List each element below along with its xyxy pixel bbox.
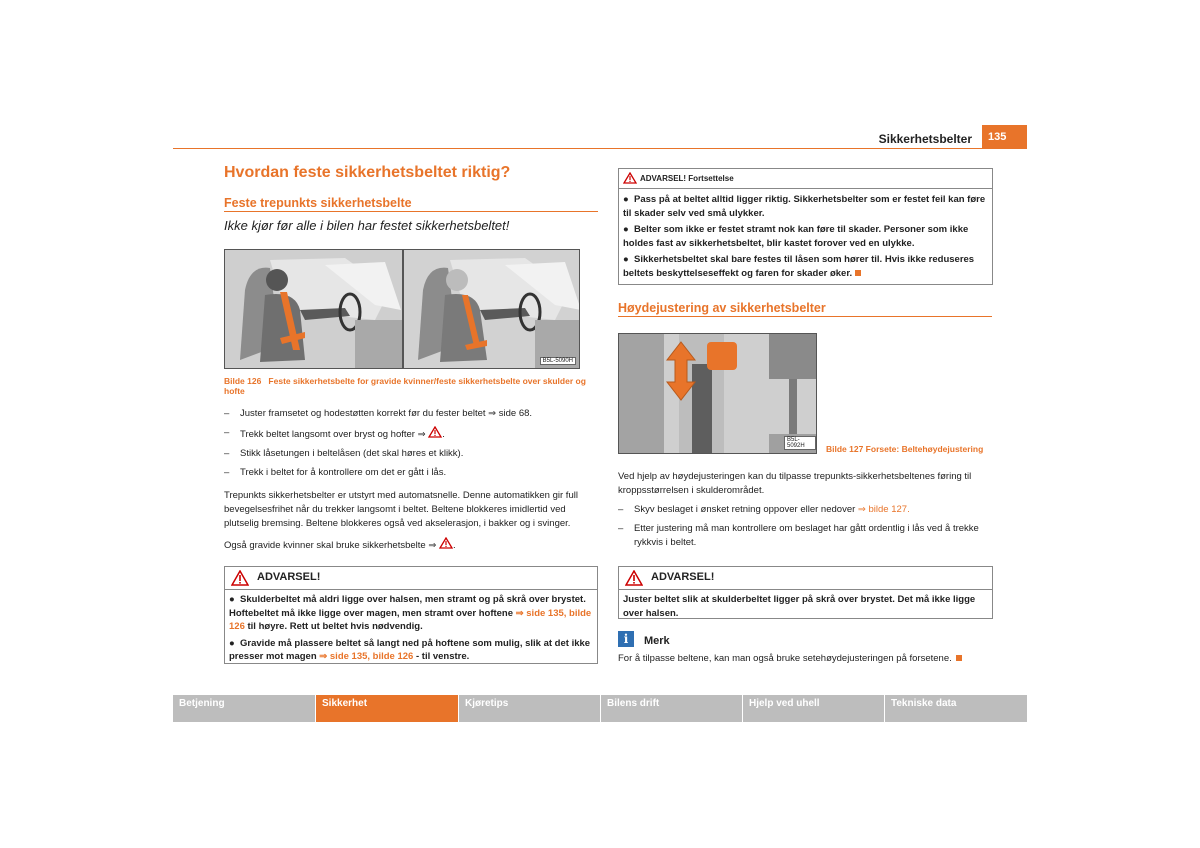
warning-item: ● Skulderbeltet må aldri ligge over halsen, men stramt og på skrå over brystet. Hoftebeltet må ikke ligge over magen, men stramt over hoftene ⇒ side 135, bilde 126 til høyre. Rett ut beltet hvis nødvendig. — [229, 594, 592, 632]
end-marker-icon — [956, 655, 962, 661]
paragraph-pregnant: Også gravide kvinner skal bruke sikkerhetsbelte ⇒ . — [224, 537, 598, 553]
note-text-row — [618, 652, 993, 666]
warning-item-text: Belter som ikke er festet stramt nok kan føre til skader. Personer som ikke holdes fast av sikkerhetsbeltet, blir kastet forover ved en ulykke. — [623, 224, 969, 249]
header-rule — [173, 148, 1027, 149]
chapter-nav — [173, 695, 1027, 722]
warning-icon — [231, 570, 249, 586]
warning-item-text: Sikkerhetsbeltet skal bare festes til låsen som hører til. Hvis ikke reduseres beltets beskyttelseseffekt og faren for skader øker. — [623, 254, 975, 279]
warning-title: ADVARSEL! — [651, 571, 715, 583]
list-item: – Stikk låsetungen i beltelåsen (det skal høres et klikk). — [224, 448, 464, 459]
warning-icon — [625, 570, 643, 586]
caption-label: Bilde 126 — [224, 376, 262, 386]
figure-link[interactable]: ⇒ bilde 127. — [857, 504, 910, 515]
step-text: Stikk låsetungen i beltelåsen (det skal høres et klikk). — [240, 448, 464, 459]
paragraph: Trepunkts sikkerhetsbelter er utstyrt med automatsnelle. Denne automatikken gir full bevegelsesfrihet når du trekker langsomt i beltet. Beltene blokkeres imidlertid ved plutselig bremsing. Beltene blokkeres også ved akselerasjon, i bakker og i svinger. — [224, 490, 578, 529]
list-item: – Trekk beltet langsomt over bryst og hofter ⇒ . — [224, 427, 445, 440]
nav-item-bilens-drift[interactable]: Bilens drift — [607, 698, 660, 709]
warning-item-tail: til høyre. Rett ut beltet hvis nødvendig. — [247, 621, 423, 632]
warning-box — [618, 566, 993, 619]
list-item: – Etter justering må man kontrollere om beslaget har gått ordentlig i lås ved å trekke rykkvis i beltet. — [618, 523, 979, 548]
warning-item-text: Pass på at beltet alltid ligger riktig. Sikkerhetsbelter som er festet feil kan føre til skader selv ved små ulykker. — [623, 194, 986, 219]
warning-icon — [428, 426, 442, 438]
warning-body: Juster beltet slik at skulderbeltet ligger på skrå over brystet. Det må ikke ligge over halsen. — [623, 594, 976, 619]
subsection-rule — [618, 316, 992, 317]
nav-item-betjening[interactable]: Betjening — [179, 698, 225, 709]
figure-127 — [618, 333, 817, 454]
warning-item-text: Skulderbeltet må aldri ligge over halsen, men stramt og på skrå over brystet. Hoftebeltet må ikke ligge over magen, men stramt over hoftene — [229, 594, 586, 619]
page-number: 135 — [982, 125, 1027, 149]
nav-item-sikkerhet[interactable]: Sikkerhet — [316, 695, 458, 722]
list-item: – Skyv beslaget i ønsket retning oppover eller nedover ⇒ bilde 127. — [618, 504, 910, 515]
section-title: Sikkerhetsbelter — [878, 132, 972, 146]
list-item: – Trekk i beltet for å kontrollere om det er gått i lås. — [224, 467, 447, 478]
warning-header — [619, 567, 992, 590]
intro-text: Ikke kjør før alle i bilen har festet sikkerhetsbeltet! — [224, 218, 510, 233]
warning-body — [619, 189, 992, 286]
step-text: Juster framsetet og hodestøtten korrekt før du fester beltet ⇒ side 68. — [240, 408, 533, 419]
warning-continued-box — [618, 168, 993, 285]
paragraph: Ved hjelp av høydejusteringen kan du tilpasse trepunkts-sikkerhetsbeltenes føring til kroppsstørrelsen i skulderområdet. — [618, 471, 972, 496]
warning-title: ADVARSEL! — [257, 571, 321, 583]
list-item: – Juster framsetet og hodestøtten korrekt før du fester beltet ⇒ side 68. — [224, 408, 533, 419]
page-link[interactable]: ⇒ side 135, bilde 126 — [319, 651, 414, 662]
step-list — [618, 503, 993, 550]
nav-item-tekniske-data[interactable]: Tekniske data — [891, 698, 957, 709]
warning-header — [619, 169, 992, 189]
warning-item-text: Gravide må plassere beltet så langt ned på hoftene som mulig, slik at det ikke presser mot magen — [229, 637, 591, 662]
step-text: Trekk beltet langsomt over bryst og hofter ⇒ — [240, 429, 426, 440]
step-text: Skyv beslaget i ønsket retning oppover eller nedover — [634, 504, 856, 515]
info-icon: i — [618, 631, 634, 647]
warning-icon — [623, 172, 637, 184]
warning-body — [225, 590, 597, 670]
figure-code: B5L-5092H — [784, 436, 816, 450]
paragraph-text: Også gravide kvinner skal bruke sikkerhetsbelte ⇒ — [224, 540, 437, 551]
warning-item-tail: - til venstre. — [415, 651, 470, 662]
figure-code: B5L-5090H — [540, 357, 576, 365]
warning-box — [224, 566, 598, 664]
step-list — [224, 407, 594, 485]
figure-126 — [224, 249, 580, 369]
note-text: For å tilpasse beltene, kan man også bruke setehøydejusteringen på forsetene. — [618, 653, 952, 664]
figure-126-illustration — [225, 250, 580, 369]
warning-header — [225, 567, 597, 590]
caption-text: Feste sikkerhetsbelte for gravide kvinner/feste sikkerhetsbelte over skulder og hofte — [224, 376, 586, 396]
warning-item: ● Belter som ikke er festet stramt nok kan føre til skader. Personer som ikke holdes fast av sikkerhetsbeltet, blir kastet forover ved en ulykke. — [623, 224, 969, 249]
nav-item-hjelp-ved-uhell[interactable]: Hjelp ved uhell — [749, 698, 820, 709]
warning-item: ● Sikkerhetsbeltet skal bare festes til låsen som hører til. Hvis ikke reduseres beltets beskyttelseseffekt og faren for skader øker. — [623, 254, 975, 279]
note-title: Merk — [644, 635, 670, 647]
subsection-title: Feste trepunkts sikkerhetsbelte — [224, 196, 412, 210]
page-link[interactable]: ⇒ side 135, bilde 126 — [229, 607, 592, 632]
end-marker-icon — [855, 270, 861, 276]
subsection-title: Høydejustering av sikkerhetsbelter — [618, 301, 826, 315]
figure-126-caption — [224, 376, 596, 396]
subsection-rule — [224, 211, 598, 212]
warning-title: ADVARSEL! Fortsettelse — [640, 174, 734, 183]
warning-item: ● Gravide må plassere beltet så langt ned på hoftene som mulig, slik at det ikke presser mot magen ⇒ side 135, bilde 126 - til venstre. — [229, 637, 591, 662]
warning-item: ● Pass på at beltet alltid ligger riktig. Sikkerhetsbelter som er festet feil kan føre til skader selv ved små ulykker. — [623, 194, 986, 219]
nav-item-kjoretips[interactable]: Kjøretips — [465, 698, 509, 709]
figure-127-caption: Bilde 127 Forsete: Beltehøydejustering — [826, 444, 984, 454]
page-title: Hvordan feste sikkerhetsbeltet riktig? — [224, 164, 511, 181]
step-text: Trekk i beltet for å kontrollere om det er gått i lås. — [240, 467, 447, 478]
warning-icon — [439, 537, 453, 549]
step-text: Etter justering må man kontrollere om beslaget har gått ordentlig i lås ved å trekke rykkvis i beltet. — [634, 523, 979, 548]
